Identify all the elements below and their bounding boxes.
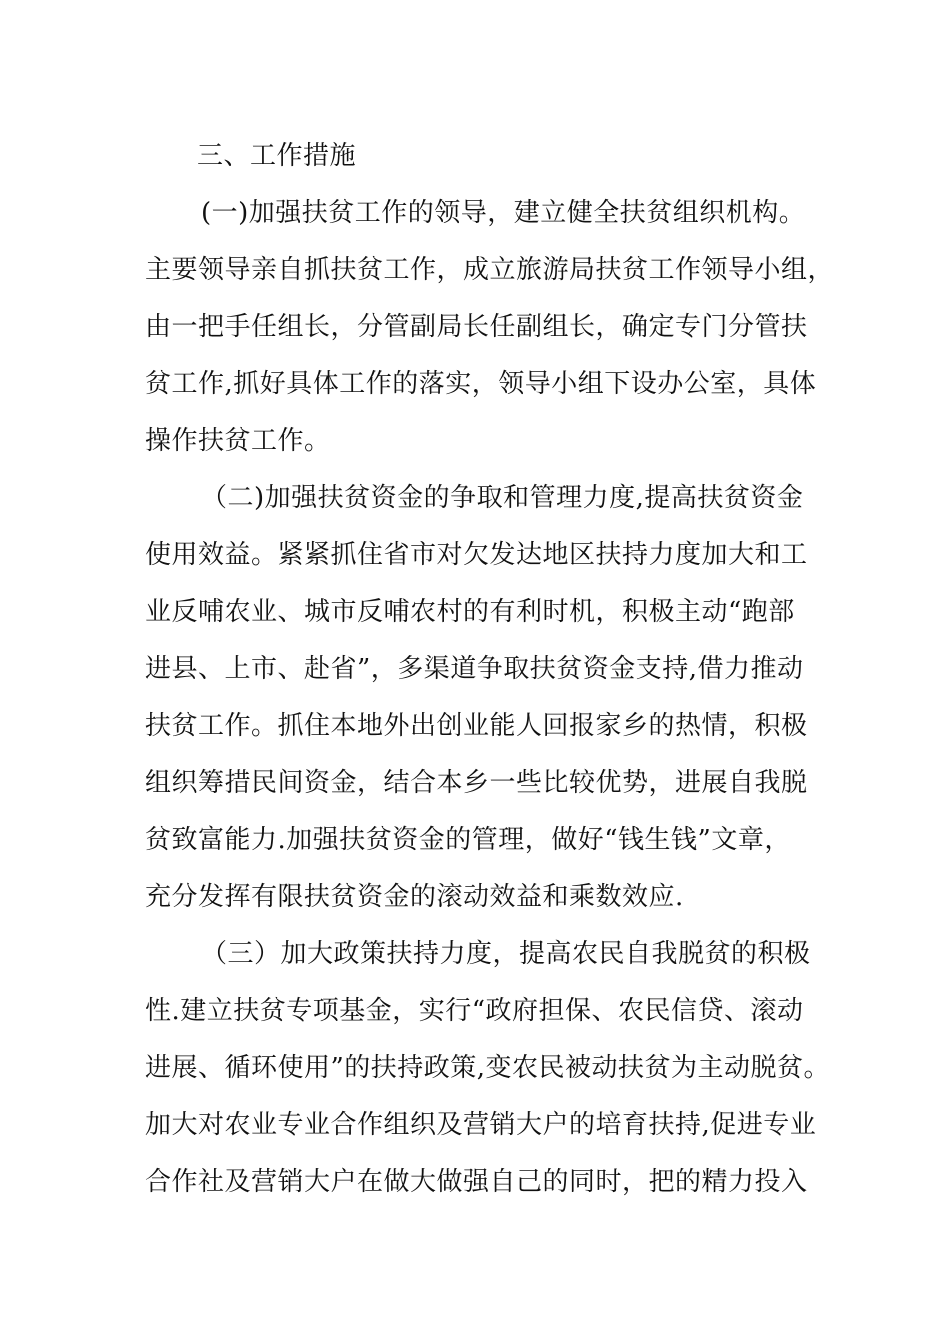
- paragraph-line: （三）加大政策扶持力度，提高农民自我脱贫的积极: [201, 939, 811, 969]
- paragraph-line: (一)加强扶贫工作的领导，建立健全扶贫组织机构。: [201, 198, 806, 228]
- paragraph-line: 贫致富能力.加强扶贫资金的管理，做好“钱生钱”文章，: [145, 825, 791, 855]
- paragraph-line: 性.建立扶贫专项基金，实行“政府担保、农民信贷、滚动: [145, 996, 804, 1026]
- paragraph-line: 扶贫工作。抓住本地外出创业能人回报家乡的热情，积极: [145, 711, 808, 741]
- paragraph-line: 使用效益。紧紧抓住省市对欠发达地区扶持力度加大和工: [145, 540, 808, 570]
- paragraph-line: 合作社及营销大户在做大做强自己的同时，把的精力投入: [145, 1167, 808, 1197]
- paragraph-line: 进展、循环使用”的扶持政策,变农民被动扶贫为主动脱贫。: [145, 1053, 831, 1083]
- paragraph-line: 操作扶贫工作。: [145, 426, 331, 456]
- paragraph-line: （二)加强扶贫资金的争取和管理力度,提高扶贫资金: [201, 483, 804, 513]
- paragraph-line: 业反哺农业、城市反哺农村的有利时机，积极主动“跑部: [145, 597, 795, 627]
- paragraph-line: 进县、上市、赴省”，多渠道争取扶贫资金支持,借力推动: [145, 654, 804, 684]
- paragraph-line: 组织筹措民间资金，结合本乡一些比较优势，进展自我脱: [145, 768, 808, 798]
- paragraph-line: 主要领导亲自抓扶贫工作，成立旅游局扶贫工作领导小组，: [145, 255, 835, 285]
- document-body: [145, 128, 835, 1211]
- paragraph-3: [145, 926, 831, 1211]
- paragraph-line: 由一把手任组长，分管副局长任副组长，确定专门分管扶: [145, 312, 808, 342]
- paragraph-1: [145, 185, 835, 470]
- paragraph-line: 加大对农业专业合作组织及营销大户的培育扶持,促进专业: [145, 1110, 817, 1140]
- paragraph-2: [145, 470, 810, 926]
- paragraph-line: 贫工作,抓好具体工作的落实，领导小组下设办公室，具体: [145, 369, 817, 399]
- paragraph-line: 充分发挥有限扶贫资金的滚动效益和乘数效应.: [145, 882, 684, 912]
- section-heading: 三、工作措施: [197, 141, 357, 171]
